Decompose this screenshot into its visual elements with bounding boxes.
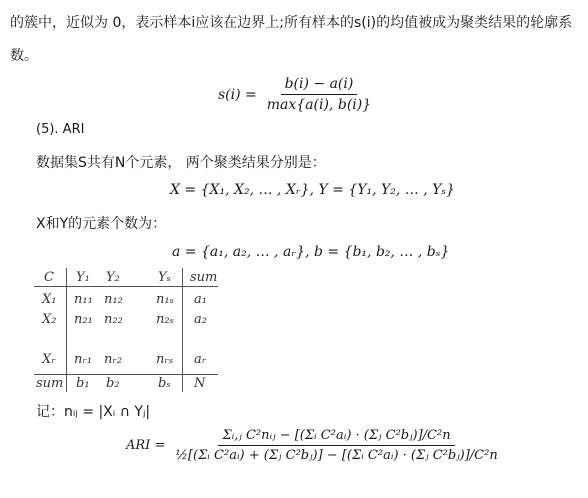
table-row1-c2: n₁₂ [104,292,123,307]
table-row2-label: X₂ [42,312,57,327]
ari-half: ½ [175,448,188,463]
table-rowr-c2: nᵣ₂ [104,352,123,367]
ari-fraction [171,428,501,463]
table-header-ys: Yₛ [158,270,171,285]
table-row1-c1: n₁₁ [74,292,93,307]
table-row1-label: X₁ [42,292,57,307]
paragraph-silhouette-line2: 数。 [10,48,38,64]
paragraph-dataset: 数据集S共有N个元素， 两个聚类结果分别是： [36,155,326,171]
table-row1-sum: a₁ [194,292,207,307]
silhouette-numerator: b(i) − a(i) [281,76,358,95]
table-sum-total: N [194,376,206,391]
silhouette-lhs: s(i) = [218,86,257,103]
table-hline-2 [34,374,218,375]
ari-numerator: Σᵢ,ⱼ C²nᵢⱼ − [(Σᵢ C²aᵢ) · (Σⱼ C²bⱼ)]/C²n [218,428,454,446]
paragraph-element-count: X和Y的元素个数为： [36,216,167,232]
silhouette-denominator: max{a(i), b(i)} [266,97,372,113]
ari-denominator-wrap [171,446,501,463]
section-title-ari: (5). ARI [36,122,85,137]
table-header-y2: Y₂ [106,270,120,285]
table-header-sum: sum [190,270,218,285]
table-rowr-c1: nᵣ₁ [74,352,93,367]
table-rowr-label: Xᵣ [42,352,56,367]
table-sum-b2: b₂ [106,376,120,391]
table-row2-cs: n₂ₛ [156,312,174,327]
table-row2-sum: a₂ [194,312,207,327]
ari-denominator: [(Σᵢ C²aᵢ) + (Σⱼ C²bⱼ)] − [(Σᵢ C²aᵢ) · (Σⱼ C²bⱼ)]/C²n [187,448,498,463]
table-hline-1 [34,286,218,287]
silhouette-formula [218,76,375,113]
table-sum-bs: bₛ [158,376,171,391]
table-sum-b1: b₁ [76,376,90,391]
formula-ab: a = {a₁, a₂, … , aᵣ}, b = {b₁, b₂, … , bₛ} [172,244,450,260]
ari-formula [126,428,502,463]
paragraph-silhouette-line1: 的簇中，近似为 0，表示样本i应该在边界上;所有样本的s(i)的均值被成为聚类结果的轮廓系 [10,15,573,31]
table-row2-c2: n₂₂ [104,312,123,327]
formula-xy: X = {X₁, X₂, … , Xᵣ}, Y = {Y₁, Y₂, … , Yₛ} [170,182,455,198]
silhouette-fraction [263,76,375,113]
table-sum-label: sum [36,376,64,391]
table-rowr-cs: nᵣₛ [156,352,174,367]
table-header-y1: Y₁ [76,270,90,285]
contingency-table [34,266,218,394]
table-row2-c1: n₂₁ [74,312,93,327]
ari-lhs: ARI = [126,438,166,453]
note-nij: 记：nᵢⱼ = |Xᵢ ∩ Yⱼ| [36,404,151,420]
table-rowr-sum: aᵣ [194,352,207,367]
table-row1-cs: n₁ₛ [156,292,174,307]
table-header-c: C [44,270,54,285]
